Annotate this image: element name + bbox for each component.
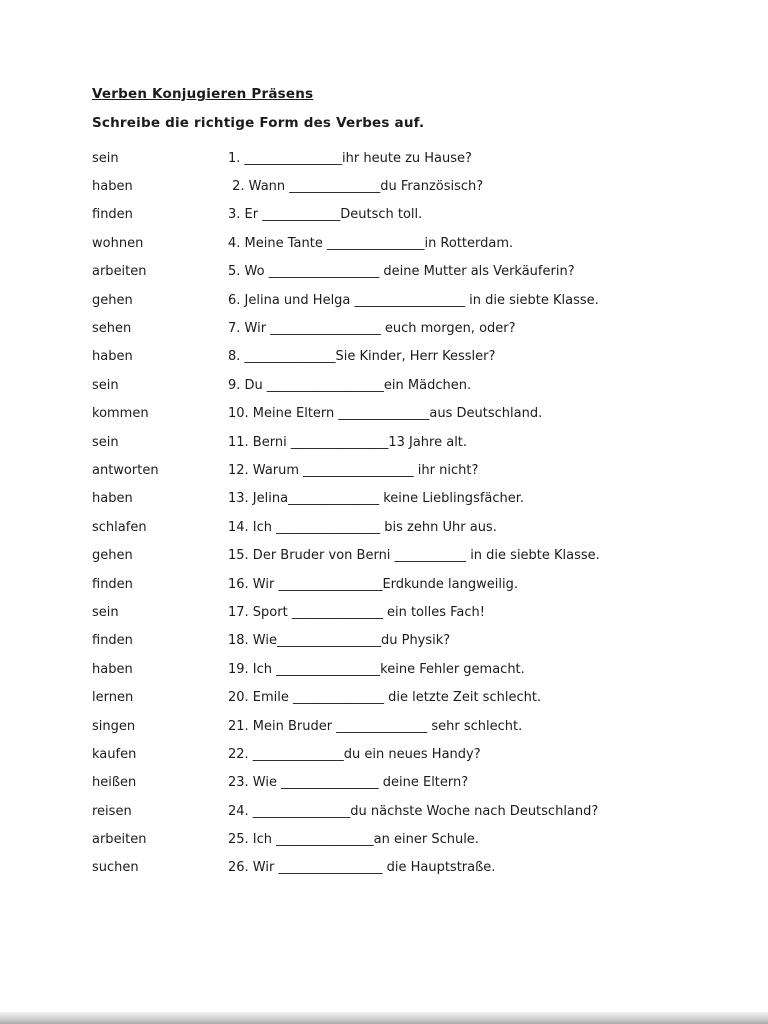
exercise-row [92, 286, 738, 314]
exercise-row [92, 314, 738, 342]
exercise-row [92, 428, 738, 456]
exercise-row [92, 769, 738, 797]
sentence-text: 14. Ich ________________ bis zehn Uhr aus. [228, 519, 497, 535]
exercise-row [92, 513, 738, 541]
verb-label: lernen [92, 690, 134, 706]
sentence-text: 11. Berni _______________13 Jahre alt. [228, 434, 468, 450]
sentence-text: 18. Wie________________du Physik? [228, 633, 451, 649]
verb-label: kaufen [92, 746, 137, 762]
sentence-text: 22. ______________du ein neues Handy? [228, 746, 481, 762]
exercise-row [92, 598, 738, 626]
sentence-text: 2. Wann ______________du Französisch? [228, 179, 484, 195]
verb-label: singen [92, 718, 136, 734]
exercise-row [92, 541, 738, 569]
verb-label: suchen [92, 860, 139, 876]
verb-label: arbeiten [92, 832, 147, 848]
verb-label: haben [92, 661, 133, 677]
verb-label: heißen [92, 775, 137, 791]
exercise-row [92, 683, 738, 711]
page-instruction: Schreibe die richtige Form des Verbes auf. [92, 115, 425, 131]
sentence-text: 1. _______________ihr heute zu Hause? [228, 150, 472, 166]
exercise-row [92, 400, 738, 428]
sentence-text: 17. Sport ______________ ein tolles Fach! [228, 604, 485, 620]
exercise-row [92, 343, 738, 371]
exercise-row [92, 172, 738, 200]
sentence-text: 21. Mein Bruder ______________ sehr schlecht. [228, 718, 523, 734]
sentence-text: 8. ______________Sie Kinder, Herr Kessler? [228, 349, 496, 365]
sentence-text: 25. Ich _______________an einer Schule. [228, 832, 479, 848]
sentence-text: 9. Du __________________ein Mädchen. [228, 377, 472, 393]
verb-label: kommen [92, 406, 149, 422]
sentence-text: 20. Emile ______________ die letzte Zeit schlecht. [228, 690, 542, 706]
sentence-text: 23. Wie _______________ deine Eltern? [228, 775, 469, 791]
exercise-row [92, 627, 738, 655]
sentence-text: 5. Wo _________________ deine Mutter als Verkäuferin? [228, 264, 575, 280]
sentence-text: 7. Wir _________________ euch morgen, oder? [228, 321, 516, 337]
sentence-text: 6. Jelina und Helga _________________ in die siebte Klasse. [228, 292, 599, 308]
sentence-text: 13. Jelina______________ keine Lieblingsfächer. [228, 491, 525, 507]
sentence-text: 12. Warum _________________ ihr nicht? [228, 462, 479, 478]
sentence-text: 16. Wir ________________Erdkunde langweilig. [228, 576, 518, 592]
verb-label: sein [92, 150, 119, 166]
verb-label: sein [92, 434, 119, 450]
sentence-text: 4. Meine Tante _______________in Rotterdam. [228, 235, 514, 251]
verb-label: sein [92, 377, 119, 393]
exercise-row [92, 740, 738, 768]
verb-label: sehen [92, 321, 132, 337]
verb-label: gehen [92, 548, 133, 564]
verb-label: gehen [92, 292, 133, 308]
page-title: Verben Konjugieren Präsens [92, 86, 314, 102]
verb-label: finden [92, 207, 133, 223]
verb-label: haben [92, 349, 133, 365]
verb-label: wohnen [92, 235, 144, 251]
exercise-row [92, 854, 738, 882]
sentence-text: 26. Wir ________________ die Hauptstraße. [228, 860, 496, 876]
verb-label: antworten [92, 462, 159, 478]
sentence-text: 19. Ich ________________keine Fehler gemacht. [228, 661, 525, 677]
exercise-row [92, 144, 738, 172]
sentence-text: 24. _______________du nächste Woche nach Deutschland? [228, 803, 599, 819]
verb-label: sein [92, 604, 119, 620]
exercise-row [92, 570, 738, 598]
exercise-row [92, 258, 738, 286]
page-bottom-edge [0, 1012, 768, 1024]
verb-label: haben [92, 491, 133, 507]
verb-label: haben [92, 179, 133, 195]
exercise-row [92, 825, 738, 853]
exercise-row [92, 456, 738, 484]
exercise-row [92, 371, 738, 399]
exercise-row [92, 201, 738, 229]
exercise-row [92, 229, 738, 257]
exercise-row [92, 797, 738, 825]
sentence-text: 15. Der Bruder von Berni ___________ in die siebte Klasse. [228, 548, 600, 564]
exercise-row [92, 485, 738, 513]
verb-label: schlafen [92, 519, 147, 535]
verb-label: finden [92, 576, 133, 592]
exercise-row [92, 655, 738, 683]
sentence-text: 10. Meine Eltern ______________aus Deutschland. [228, 406, 543, 422]
sentence-text: 3. Er ____________Deutsch toll. [228, 207, 423, 223]
verb-label: finden [92, 633, 133, 649]
verb-label: arbeiten [92, 264, 147, 280]
exercise-row [92, 712, 738, 740]
exercise-list [92, 144, 738, 882]
verb-label: reisen [92, 803, 132, 819]
